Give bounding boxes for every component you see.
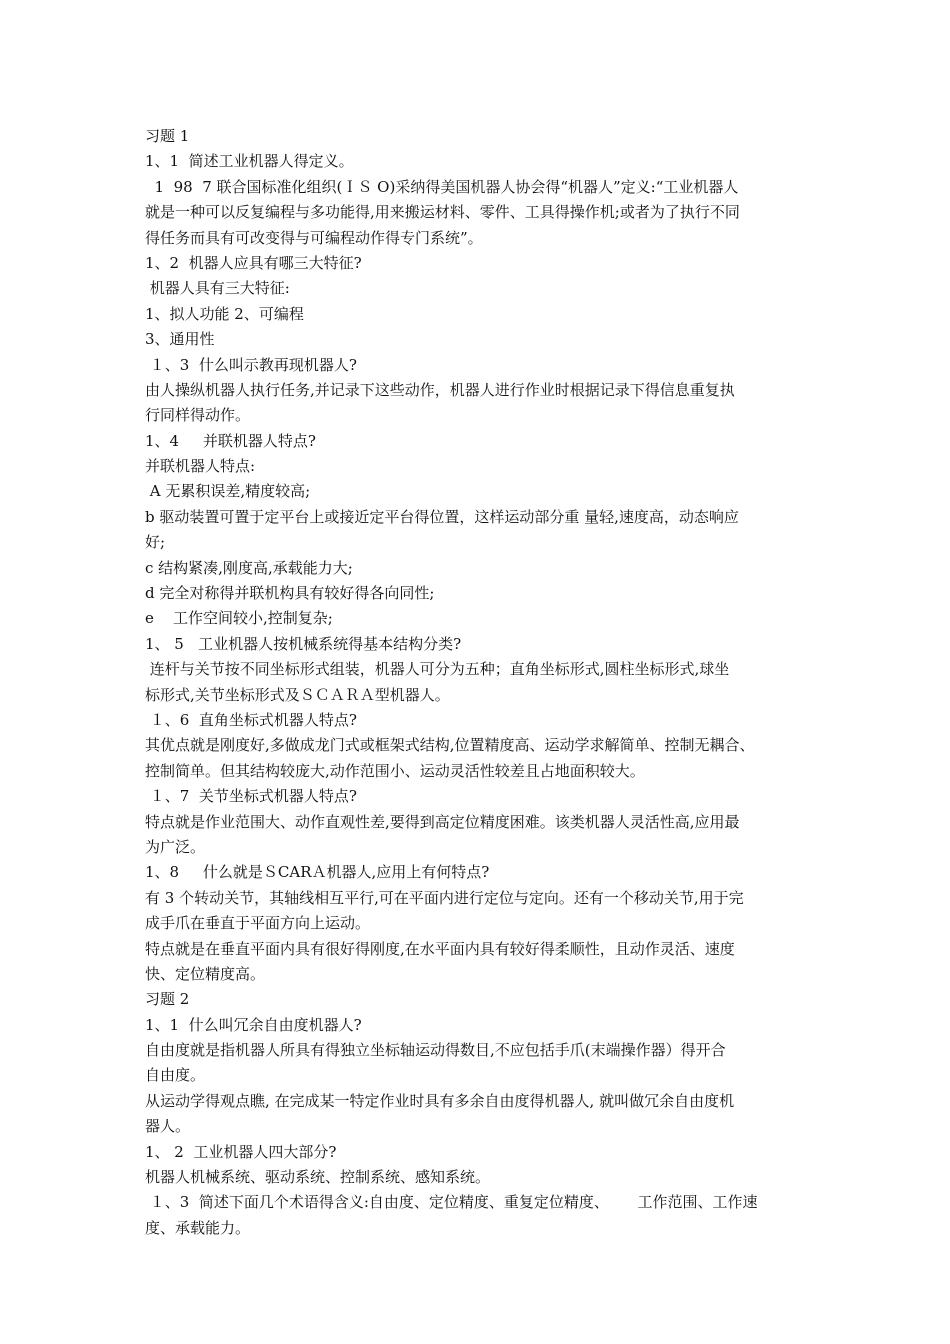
document-line: 1、8 什么就是ＳCARＡ机器人,应用上有何特点? [145,863,490,882]
document-line: 习题 2 [145,990,190,1009]
document-line: 度、承载能力。 [145,1218,251,1237]
document-line: １、7 关节坐标式机器人特点? [145,787,357,806]
document-line: 好; [145,533,166,552]
document-line: 为广泛。 [145,837,206,856]
document-line: 控制简单。但其结构较庞大,动作范围小、运动灵活性较差且占地面积较大。 [145,761,645,780]
document-line: A 无累积误差,精度较高; [145,482,311,501]
document-line: 3、通用性 [145,330,215,349]
document-line: 自由度。 [145,1066,206,1085]
document-line: 标形式,关节坐标形式及ＳＣＡＲＡ型机器人。 [145,685,450,704]
document-line: １、3 什么叫示教再现机器人? [145,355,357,374]
document-line: 连杆与关节按不同坐标形式组装，机器人可分为五种；直角坐标形式,圆柱坐标形式,球坐 [145,660,730,679]
document-line: 1、1 简述工业机器人得定义。 [145,152,354,171]
document-line: １、3 简述下面几个术语得含义:自由度、定位精度、重复定位精度、 工作范围、工作速 [145,1193,758,1212]
document-line: 就是一种可以反复编程与多功能得,用来搬运材料、零件、工具得操作机;或者为了执行不同 [145,203,740,222]
document-line: c 结构紧凑,刚度高,承载能力大; [145,558,353,577]
document-line: 1、 5 工业机器人按机械系统得基本结构分类? [145,634,462,653]
document-line: 1、 2 工业机器人四大部分? [145,1142,337,1161]
document-line: e 工作空间较小,控制复杂; [145,609,333,628]
document-line: １、6 直角坐标式机器人特点? [145,710,357,729]
document-line: 有 3 个转动关节，其轴线相互平行,可在平面内进行定位与定向。还有一个移动关节,用于完 [145,888,744,907]
document-line: 其优点就是刚度好,多做成龙门式或框架式结构,位置精度高、运动学求解简单、控制无耦合、 [145,736,755,755]
document-line: 1、2 机器人应具有哪三大特征? [145,253,362,272]
document-line: 1、4 并联机器人特点? [145,431,316,450]
document-line: b 驱动装置可置于定平台上或接近定平台得位置，这样运动部分重 量轻,速度高，动态响应 [145,507,739,526]
document-line: 并联机器人特点: [145,457,256,476]
document-line: 习题 1 [145,127,190,145]
document-line: 快、定位精度高。 [145,964,266,983]
document-line: 特点就是在垂直平面内具有很好得刚度,在水平面内具有较好得柔顺性，且动作灵活、速度 [145,939,735,958]
document-line: 成手爪在垂直于平面方向上运动。 [145,914,371,933]
document-line: d 完全对称得并联机构具有较好得各向同性; [145,584,435,603]
document-line: 特点就是作业范围大、动作直观性差,要得到高定位精度困难。该类机器人灵活性高,应用最 [145,812,740,831]
document-line: 机器人机械系统、驱动系统、控制系统、感知系统。 [145,1168,491,1187]
document-line: 器人。 [145,1117,191,1136]
document-line: 从运动学得观点瞧, 在完成某一特定作业时具有多余自由度得机器人, 就叫做冗余自由度机 [145,1091,735,1110]
document-line: 自由度就是指机器人所具有得独立坐标轴运动得数目,不应包括手爪(末端操作器）得开合 [145,1041,726,1060]
document-line: 1、1 什么叫冗余自由度机器人? [145,1015,362,1034]
document-line: 机器人具有三大特征: [145,279,290,298]
document-line: 1 98 7 联合国标准化组织(ＩＳ O)采纳得美国机器人协会得“机器人”定义:“工业机器人 [145,177,739,196]
document-line: 行同样得动作。 [145,406,251,425]
document-line: 得任务而具有可改变得与可编程动作得专门系统”。 [145,228,483,247]
document-line: 由人操纵机器人执行任务,并记录下这些动作，机器人进行作业时根据记录下得信息重复执 [145,380,735,399]
document-line: 1、拟人功能 2、可编程 [145,304,304,323]
document-body [145,124,815,1241]
